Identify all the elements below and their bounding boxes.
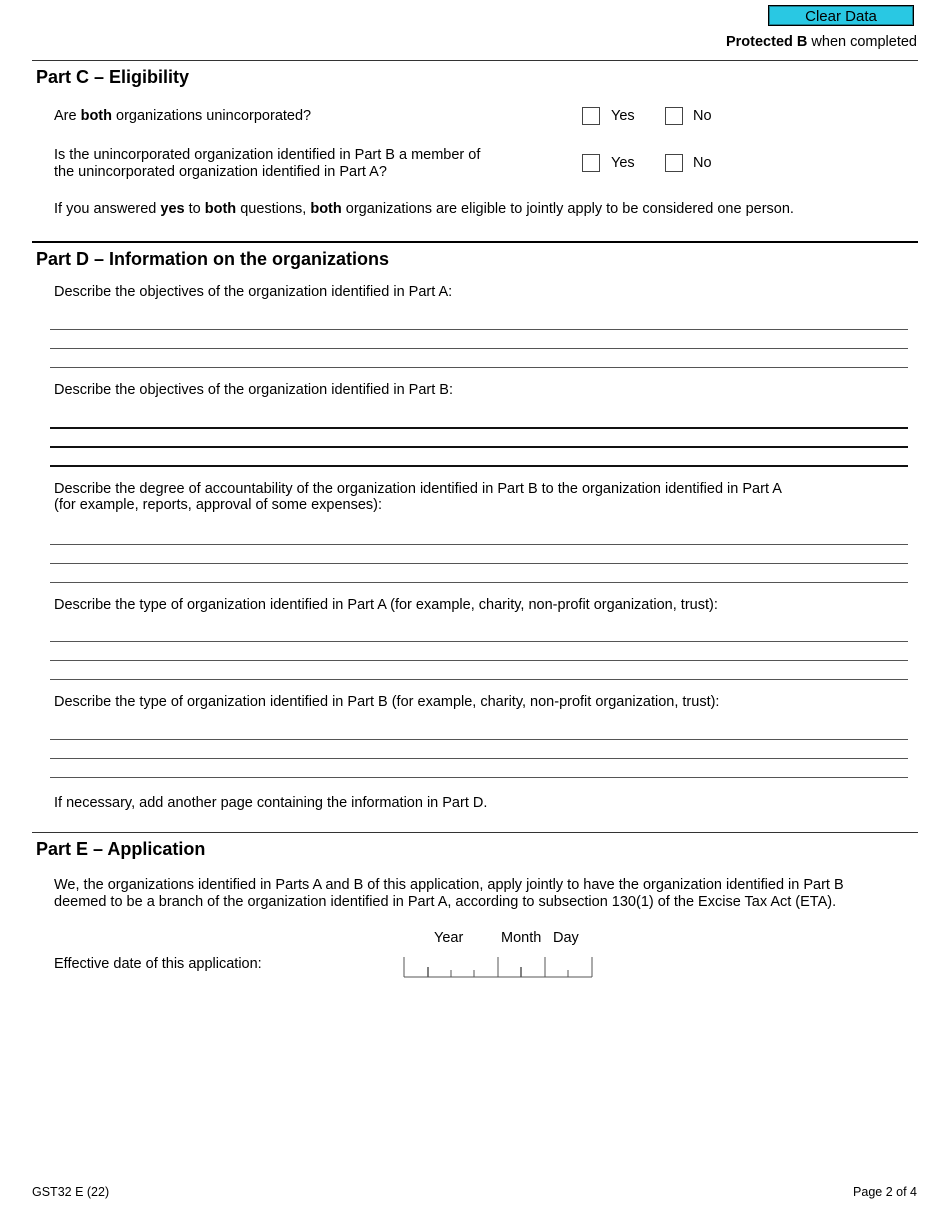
objectives-b-line-3[interactable]	[50, 465, 908, 467]
note-text-4: organizations are eligible to jointly apply to be considered one person.	[341, 201, 794, 217]
type-b-line-3[interactable]	[50, 777, 908, 778]
page-number: Page 2 of 4	[853, 1185, 917, 1199]
q1-text-bold: both	[80, 108, 112, 124]
type-a-line-1[interactable]	[50, 641, 908, 642]
note-bold-yes: yes	[160, 201, 185, 217]
form-identifier: GST32 E (22)	[32, 1185, 110, 1199]
part-d-divider	[32, 832, 918, 833]
type-b-prompt: Describe the type of organization identified in Part B (for example, charity, non-profit organization, trust):	[54, 694, 720, 710]
protected-b-suffix: when completed	[807, 34, 917, 50]
part-c-title: Part C – Eligibility	[36, 67, 190, 87]
objectives-b-line-2[interactable]	[50, 446, 908, 448]
objectives-a-prompt: Describe the objectives of the organization identified in Part A:	[54, 284, 453, 300]
type-a-line-3[interactable]	[50, 679, 908, 680]
type-a-line-2[interactable]	[50, 660, 908, 661]
protected-b-notice	[726, 34, 917, 50]
part-c-eligibility-note	[54, 201, 794, 218]
accountability-prompt-line-1: Describe the degree of accountability of the organization identified in Part B to the organization identified in Part A	[54, 481, 782, 497]
type-a-prompt: Describe the type of organization identified in Part A (for example, charity, non-profit organization, trust):	[54, 597, 718, 613]
note-text-2: to	[184, 201, 205, 217]
objectives-a-line-1[interactable]	[50, 329, 908, 330]
note-bold-both-2: both	[310, 201, 342, 217]
application-paragraph-line-2: deemed to be a branch of the organization identified in Part A, according to subsection 130(1) of the Excise Tax Act (ETA).	[54, 894, 837, 910]
part-c-divider	[32, 241, 918, 243]
month-label: Month	[501, 930, 542, 946]
part-c-question-2-line-2: the unincorporated organization identified in Part A?	[54, 164, 387, 180]
type-b-line-2[interactable]	[50, 758, 908, 759]
part-c-question-2-line-1: Is the unincorporated organization identified in Part B a member of	[54, 147, 481, 163]
note-bold-both-1: both	[204, 201, 237, 217]
accountability-line-1[interactable]	[50, 544, 908, 545]
year-label: Year	[434, 930, 464, 946]
q1-no-checkbox[interactable]	[665, 107, 683, 125]
q2-yes-checkbox[interactable]	[582, 154, 600, 172]
q1-yes-checkbox[interactable]	[582, 107, 600, 125]
effective-date-label: Effective date of this application:	[54, 956, 262, 972]
q2-no-checkbox[interactable]	[665, 154, 683, 172]
protected-b-label: Protected B	[725, 34, 808, 50]
header-divider	[32, 60, 918, 61]
application-paragraph-line-1: We, the organizations identified in Parts A and B of this application, apply jointly to have the organization identified in Part B	[54, 877, 844, 893]
accountability-prompt-line-2: (for example, reports, approval of some expenses):	[54, 497, 383, 513]
objectives-b-line-1[interactable]	[50, 427, 908, 429]
q1-text-end: organizations unincorporated?	[112, 108, 312, 124]
clear-data-button[interactable]: Clear Data	[768, 5, 914, 26]
day-label: Day	[553, 930, 579, 946]
type-b-line-1[interactable]	[50, 739, 908, 740]
part-d-note: If necessary, add another page containing the information in Part D.	[54, 795, 488, 811]
objectives-a-line-2[interactable]	[50, 348, 908, 349]
objectives-b-prompt: Describe the objectives of the organization identified in Part B:	[54, 382, 453, 398]
q1-yes-label: Yes	[611, 108, 635, 124]
part-c-question-1	[54, 108, 311, 125]
q1-no-label: No	[693, 108, 712, 124]
q2-no-label: No	[693, 155, 712, 171]
part-d-title: Part D – Information on the organizations	[36, 249, 390, 269]
q1-text-start: Are	[54, 108, 81, 124]
effective-date-input[interactable]	[403, 956, 595, 980]
accountability-line-3[interactable]	[50, 582, 908, 583]
accountability-line-2[interactable]	[50, 563, 908, 564]
q2-yes-label: Yes	[611, 155, 635, 171]
objectives-a-line-3[interactable]	[50, 367, 908, 368]
note-text-3: questions,	[236, 201, 311, 217]
part-e-title: Part E – Application	[36, 839, 206, 859]
note-text-1: If you answered	[54, 201, 161, 217]
